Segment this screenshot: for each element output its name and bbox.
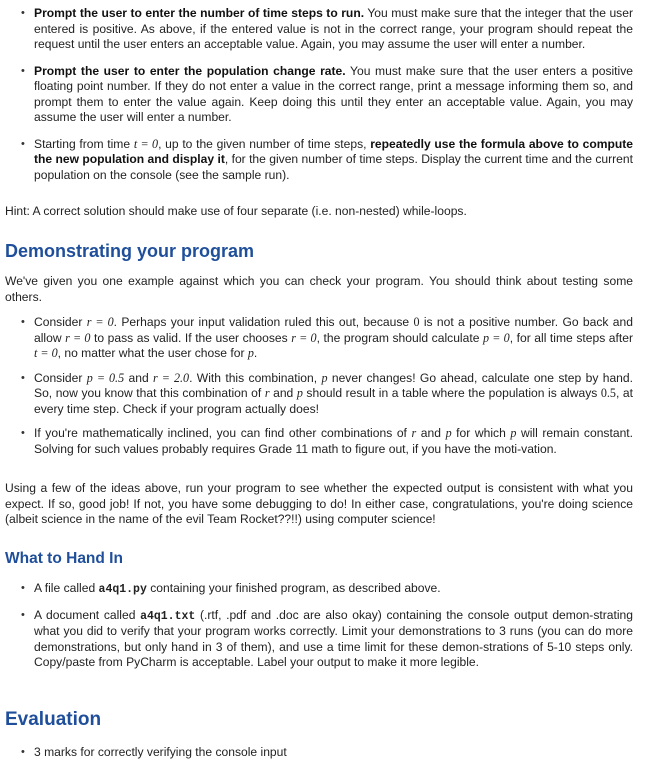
item-text: You must make sure that the user enters a positive floating point number. If they do not enter a value in the correct range, print a message informing them so, and prompt them to enter the value again. Keep doing this until they enter an acceptable value. Again, you may assume the user will enter a number. <box>34 63 633 124</box>
filename-code: a4q1.py <box>98 583 147 596</box>
math-expr: p <box>321 370 328 385</box>
math-expr: 0.5 <box>600 386 616 400</box>
math-expr: r = 2.0 <box>153 370 190 385</box>
item-text: and <box>124 370 154 385</box>
list-item <box>0 581 655 598</box>
math-expr: r <box>411 426 417 440</box>
demo-bullet-list <box>0 315 655 457</box>
item-text: and <box>416 426 446 440</box>
math-expr: r = 0 <box>86 315 114 329</box>
math-expr: t = 0 <box>34 346 58 360</box>
item-text: . Perhaps your input validation ruled this out, because <box>113 315 414 329</box>
list-item <box>0 426 655 457</box>
top-bullet-list <box>0 6 655 183</box>
handin-bullet-list <box>0 581 655 671</box>
evaluation-bullet-list <box>0 745 655 761</box>
list-item <box>0 64 655 126</box>
demo-outro: Using a few of the ideas above, run your program to see whether the expected output is consistent with what you expect. If so, good job! If not, you have some debugging to do! In either case, congratulations, you're doing science (albeit science in the name of the evil Team Rocket??!!) using computer science! <box>5 481 633 526</box>
item-text: for which <box>451 426 511 440</box>
item-text: You must make sure that the integer that the user entered is positive. As above, if the entered value is not in the correct range, your program should repeat the request until the user enters an acceptable value. Again, you may assume the user will enter a number. <box>34 6 633 51</box>
math-expr: p <box>247 346 254 360</box>
list-item <box>0 137 655 184</box>
item-text: Starting from time <box>34 136 134 151</box>
item-text: is not a positive number. Go back and allow <box>34 315 633 345</box>
item-text: , for the given number of time steps. Display the current time and the current population on the console (see the sample run). <box>34 152 633 182</box>
math-expr: p <box>296 386 303 400</box>
item-text: Consider <box>34 370 87 385</box>
item-text: . <box>253 346 258 360</box>
item-text: , at every time step. Check if your program actually does! <box>34 386 633 416</box>
item-text: (.rtf, .pdf and .doc are also okay) containing the console output demon-strating what you did to verify that your program works correctly. Limit your demonstrations to 3 runs (you can do more demonstrations, but only hand in 3 of them), and use a time limit for these demon-strations of 5-10 steps only. Copy/paste from PyCharm is acceptable. Label your output to make it more legible. <box>34 607 633 669</box>
list-item <box>0 6 655 53</box>
item-text: containing your finished program, as described above. <box>146 581 441 595</box>
bold-text: Prompt the user to enter the population change rate. <box>34 63 346 78</box>
item-text: A file called <box>34 581 99 595</box>
item-text: never changes! Go ahead, calculate one step by hand. So, now you know that this combination of <box>34 370 633 400</box>
item-text: Consider <box>34 315 87 329</box>
section-heading-hand-in: What to Hand In <box>5 550 123 567</box>
math-expr: r <box>264 386 270 400</box>
math-expr: p <box>510 426 517 440</box>
item-text: , for all time steps after <box>509 330 634 345</box>
item-text: , up to the given number of time steps, <box>158 136 371 151</box>
item-text: should result in a table where the population is always <box>302 386 601 400</box>
math-expr: r = 0 <box>65 330 91 345</box>
section-heading-demonstrating: Demonstrating your program <box>5 241 255 261</box>
math-expr: p = 0 <box>482 330 510 345</box>
item-text: will remain constant. Solving for such values probably requires Grade 11 math to figure out, if you have the moti-vation. <box>34 426 634 456</box>
hint-text: Hint: A correct solution should make use of four separate (i.e. non-nested) while-loops. <box>5 204 467 218</box>
list-item <box>0 371 655 418</box>
filename-code: a4q1.txt <box>140 609 196 623</box>
math-expr: r = 0 <box>291 330 317 345</box>
list-item <box>0 315 655 362</box>
item-text: If you're mathematically inclined, you can find other combinations of <box>34 426 412 440</box>
list-item: • 3 marks for correctly verifying the console input <box>0 745 655 761</box>
item-text: A document called <box>34 607 141 622</box>
demo-intro: We've given you one example against which you can check your program. You should think about testing some others. <box>5 274 633 304</box>
list-item <box>0 608 655 671</box>
item-text: , no matter what the user chose for <box>57 346 248 360</box>
item-text: to pass as valid. If the user chooses <box>90 330 292 345</box>
item-text: , the program should calculate <box>316 330 483 345</box>
math-expr: p = 0.5 <box>86 370 125 385</box>
item-text: . With this combination, <box>189 370 322 385</box>
item-text: and <box>269 386 297 400</box>
bold-text: Prompt the user to enter the number of time steps to run. <box>34 6 365 20</box>
section-heading-evaluation: Evaluation <box>5 709 102 730</box>
math-expr: t = 0 <box>133 136 159 151</box>
math-expr: p <box>445 426 452 440</box>
math-expr: 0 <box>413 315 420 329</box>
bold-text: repeatedly use the formula above to compute the new population and display it <box>34 136 633 166</box>
